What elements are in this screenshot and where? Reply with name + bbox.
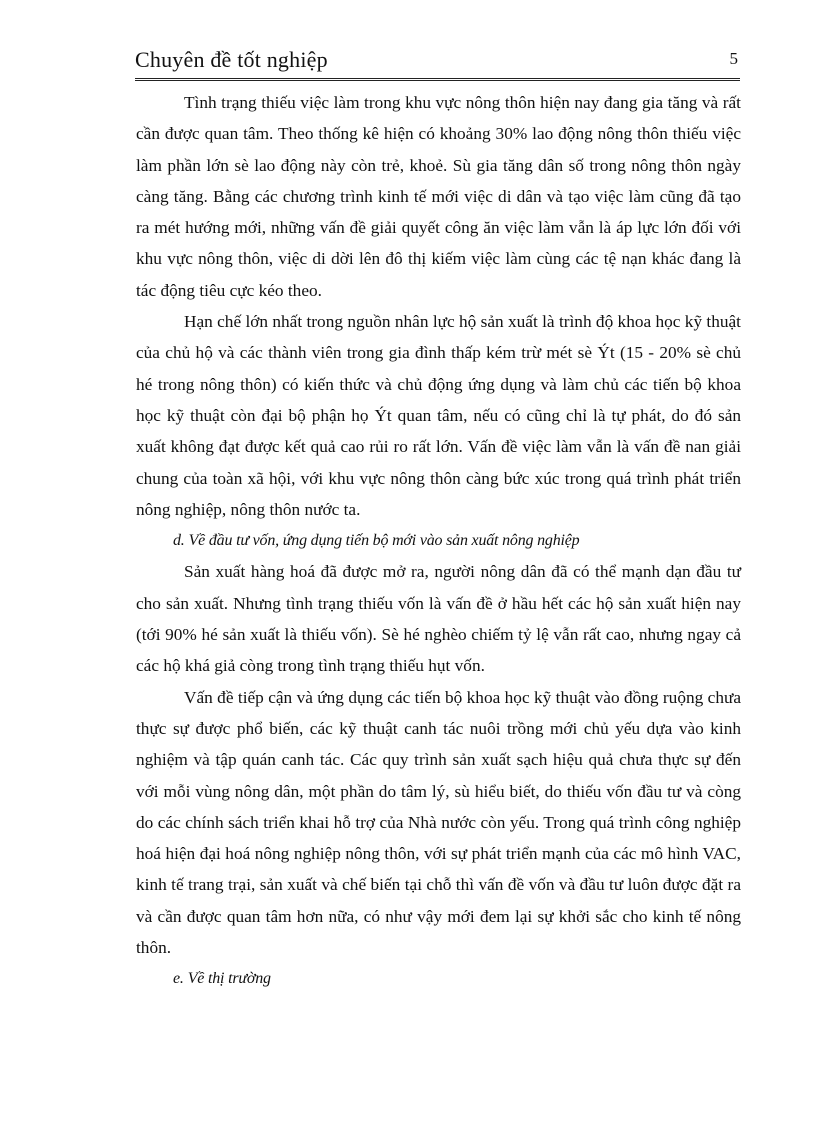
- section-heading-d: [136, 525, 741, 556]
- section-label: d.: [173, 532, 185, 550]
- section-heading-text: Về thị trường: [187, 970, 271, 988]
- section-label: e.: [173, 970, 184, 988]
- page-header: [135, 44, 740, 81]
- page-number: 5: [729, 49, 738, 68]
- document-body: [136, 87, 741, 995]
- document-title: Chuyên đề tốt nghiệp: [135, 47, 328, 72]
- section-heading-text: Về đầu tư vốn, ứng dụng tiến bộ mới vào sản xuất nông nghiệp: [188, 532, 580, 550]
- paragraph: Hạn chế lớn nhất trong nguồn nhân lực hộ sản xuất là trình độ khoa học kỹ thuật của chủ hộ và các thành viên trong gia đình thấp kém trừ mét sè Ýt (15 - 20% sè chủ hé trong nông thôn) có kiến thức và chủ động ứng dụng và làm chủ các tiến bộ khoa học kỹ thuật còn đại bộ phận họ Ýt quan tâm, nếu có cũng chỉ là tự phát, do đó sản xuất không đạt được kết quả cao rủi ro rất lớn. Vấn đề việc làm vẫn là vấn đề nan giải chung của toàn xã hội, với khu vực nông thôn càng bức xúc trong quá trình phát triển nông nghiệp, nông thôn nước ta.: [136, 312, 741, 519]
- paragraph: Vấn đề tiếp cận và ứng dụng các tiến bộ khoa học kỹ thuật vào đồng ruộng chưa thực sự được phổ biến, các kỹ thuật canh tác nuôi trồng mới chủ yếu dựa vào kinh nghiệm và tập quán canh tác. Các quy trình sản xuất sạch hiệu quả chưa thực sự đến với mỗi vùng nông dân, một phần do tâm lý, sù hiểu biết, do thiếu vốn đầu tư và còng do các chính sách triển khai hỗ trợ của Nhà nước còn yếu. Trong quá trình công nghiệp hoá hiện đại hoá nông nghiệp nông thôn, với sự phát triển mạnh của các mô hình VAC, kinh tế trang trại, sản xuất và chế biến tại chỗ thì vấn đề vốn và đầu tư luôn được đặt ra và cần được quan tâm hơn nữa, có như vậy mới đem lại sự khởi sắc cho kinh tế nông thôn.: [136, 687, 741, 958]
- paragraph: Tình trạng thiếu việc làm trong khu vực nông thôn hiện nay đang gia tăng và rất cần được quan tâm. Theo thống kê hiện có khoảng 30% lao động nông thôn thiếu việc làm phần lớn sè lao động này còn trẻ, khoẻ. Sù gia tăng dân số trong nông thôn ngày càng tăng. Bằng các chương trình kinh tế mới việc di dân và tạo việc làm cũng đã tạo ra mét hướng mới, những vấn đề giải quyết công ăn việc làm vẫn là áp lực lớn đối với khu vực nông thôn, việc di dời lên đô thị kiếm việc làm cùng các tệ nạn khác đang là tác động tiêu cực kéo theo.: [136, 93, 741, 300]
- section-heading-e: [136, 963, 741, 994]
- paragraph: Sản xuất hàng hoá đã được mở ra, người nông dân đã có thể mạnh dạn đầu tư cho sản xuất. Nhưng tình trạng thiếu vốn là vấn đề ở hầu hết các hộ sản xuất hiện nay (tới 90% hé sản xuất là thiếu vốn). Sè hé nghèo chiếm tỷ lệ vẫn rất cao, nhưng ngay cả các hộ khá giả còng trong tình trạng thiếu hụt vốn.: [136, 562, 741, 676]
